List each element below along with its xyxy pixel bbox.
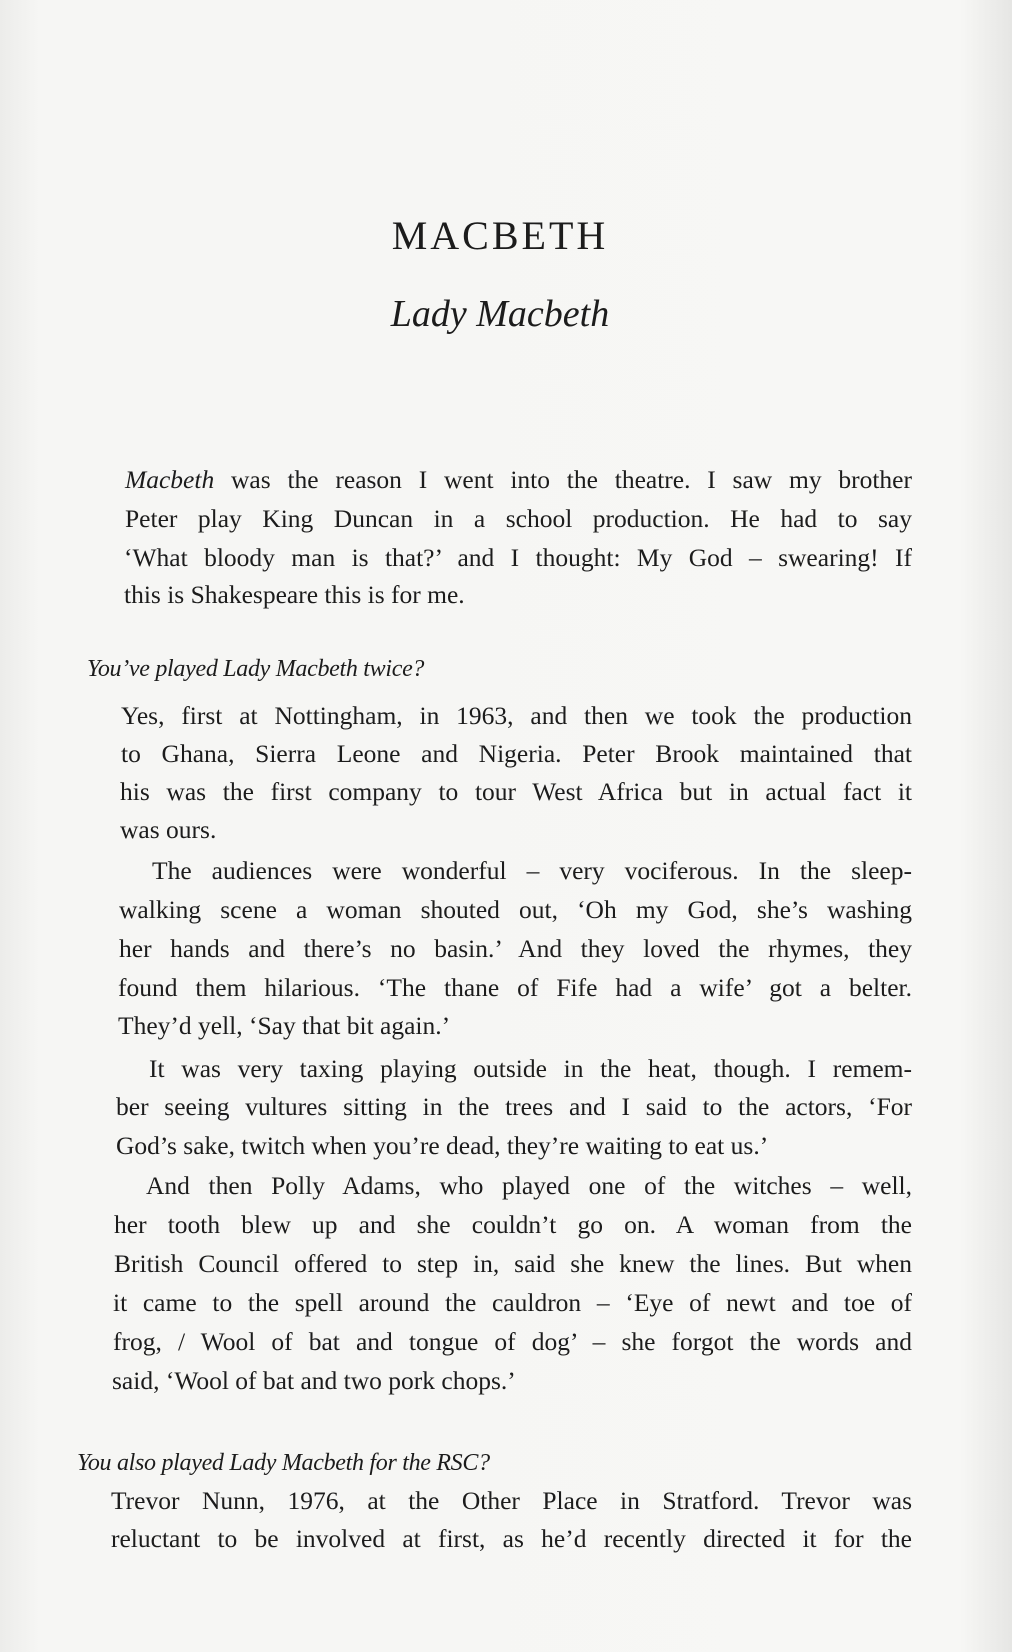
text-line: They’d yell, ‘Say that bit again.’ bbox=[118, 1011, 451, 1040]
text-line: it came to the spell around the cauldron – ‘Eye of newt and toe of bbox=[113, 1288, 912, 1317]
text-line: God’s sake, twitch when you’re dead, they’re waiting to eat us.’ bbox=[116, 1131, 769, 1160]
text-line: said, ‘Wool of bat and two pork chops.’ bbox=[112, 1366, 516, 1395]
text-line: The audiences were wonderful – very vociferous. In the sleep- bbox=[152, 856, 912, 885]
text-line: her tooth blew up and she couldn’t go on. A woman from the bbox=[114, 1210, 912, 1239]
text-line: to Ghana, Sierra Leone and Nigeria. Peter Brook maintained that bbox=[121, 739, 912, 768]
text-line: was ours. bbox=[120, 815, 217, 844]
text-line: Trevor Nunn, 1976, at the Other Place in Stratford. Trevor was bbox=[111, 1486, 912, 1515]
text-line: It was very taxing playing outside in the heat, though. I remem- bbox=[149, 1054, 912, 1083]
text-line: walking scene a woman shouted out, ‘Oh my God, she’s washing bbox=[119, 895, 912, 924]
text-line: Peter play King Duncan in a school production. He had to say bbox=[125, 504, 912, 533]
text-line: ber seeing vultures sitting in the trees and I said to the actors, ‘For bbox=[116, 1092, 912, 1121]
text-line: reluctant to be involved at first, as he’d recently directed it for the bbox=[111, 1524, 912, 1553]
text-line: Yes, first at Nottingham, in 1963, and then we took the production bbox=[121, 701, 912, 730]
text-line: ‘What bloody man is that?’ and I thought: My God – swearing! If bbox=[124, 543, 912, 572]
chapter-subtitle: Lady Macbeth bbox=[390, 293, 610, 335]
interview-question: You also played Lady Macbeth for the RSC? bbox=[77, 1450, 490, 1476]
text-line: her hands and there’s no basin.’ And they loved the rhymes, they bbox=[119, 934, 912, 963]
italic-title: Macbeth bbox=[125, 465, 215, 494]
text-line: found them hilarious. ‘The thane of Fife had a wife’ got a belter. bbox=[118, 973, 912, 1002]
text-line: British Council offered to step in, said she knew the lines. But when bbox=[114, 1249, 912, 1278]
text-line: And then Polly Adams, who played one of the witches – well, bbox=[146, 1171, 912, 1200]
text-line: frog, / Wool of bat and tongue of dog’ – she forgot the words and bbox=[113, 1327, 912, 1356]
text-line: this is Shakespeare this is for me. bbox=[124, 580, 465, 609]
chapter-title: MACBETH bbox=[391, 213, 609, 258]
text-line: his was the first company to tour West Africa but in actual fact it bbox=[120, 777, 912, 806]
interview-question: You’ve played Lady Macbeth twice? bbox=[87, 656, 425, 682]
text-line: Macbeth was the reason I went into the theatre. I saw my brother bbox=[125, 465, 912, 494]
